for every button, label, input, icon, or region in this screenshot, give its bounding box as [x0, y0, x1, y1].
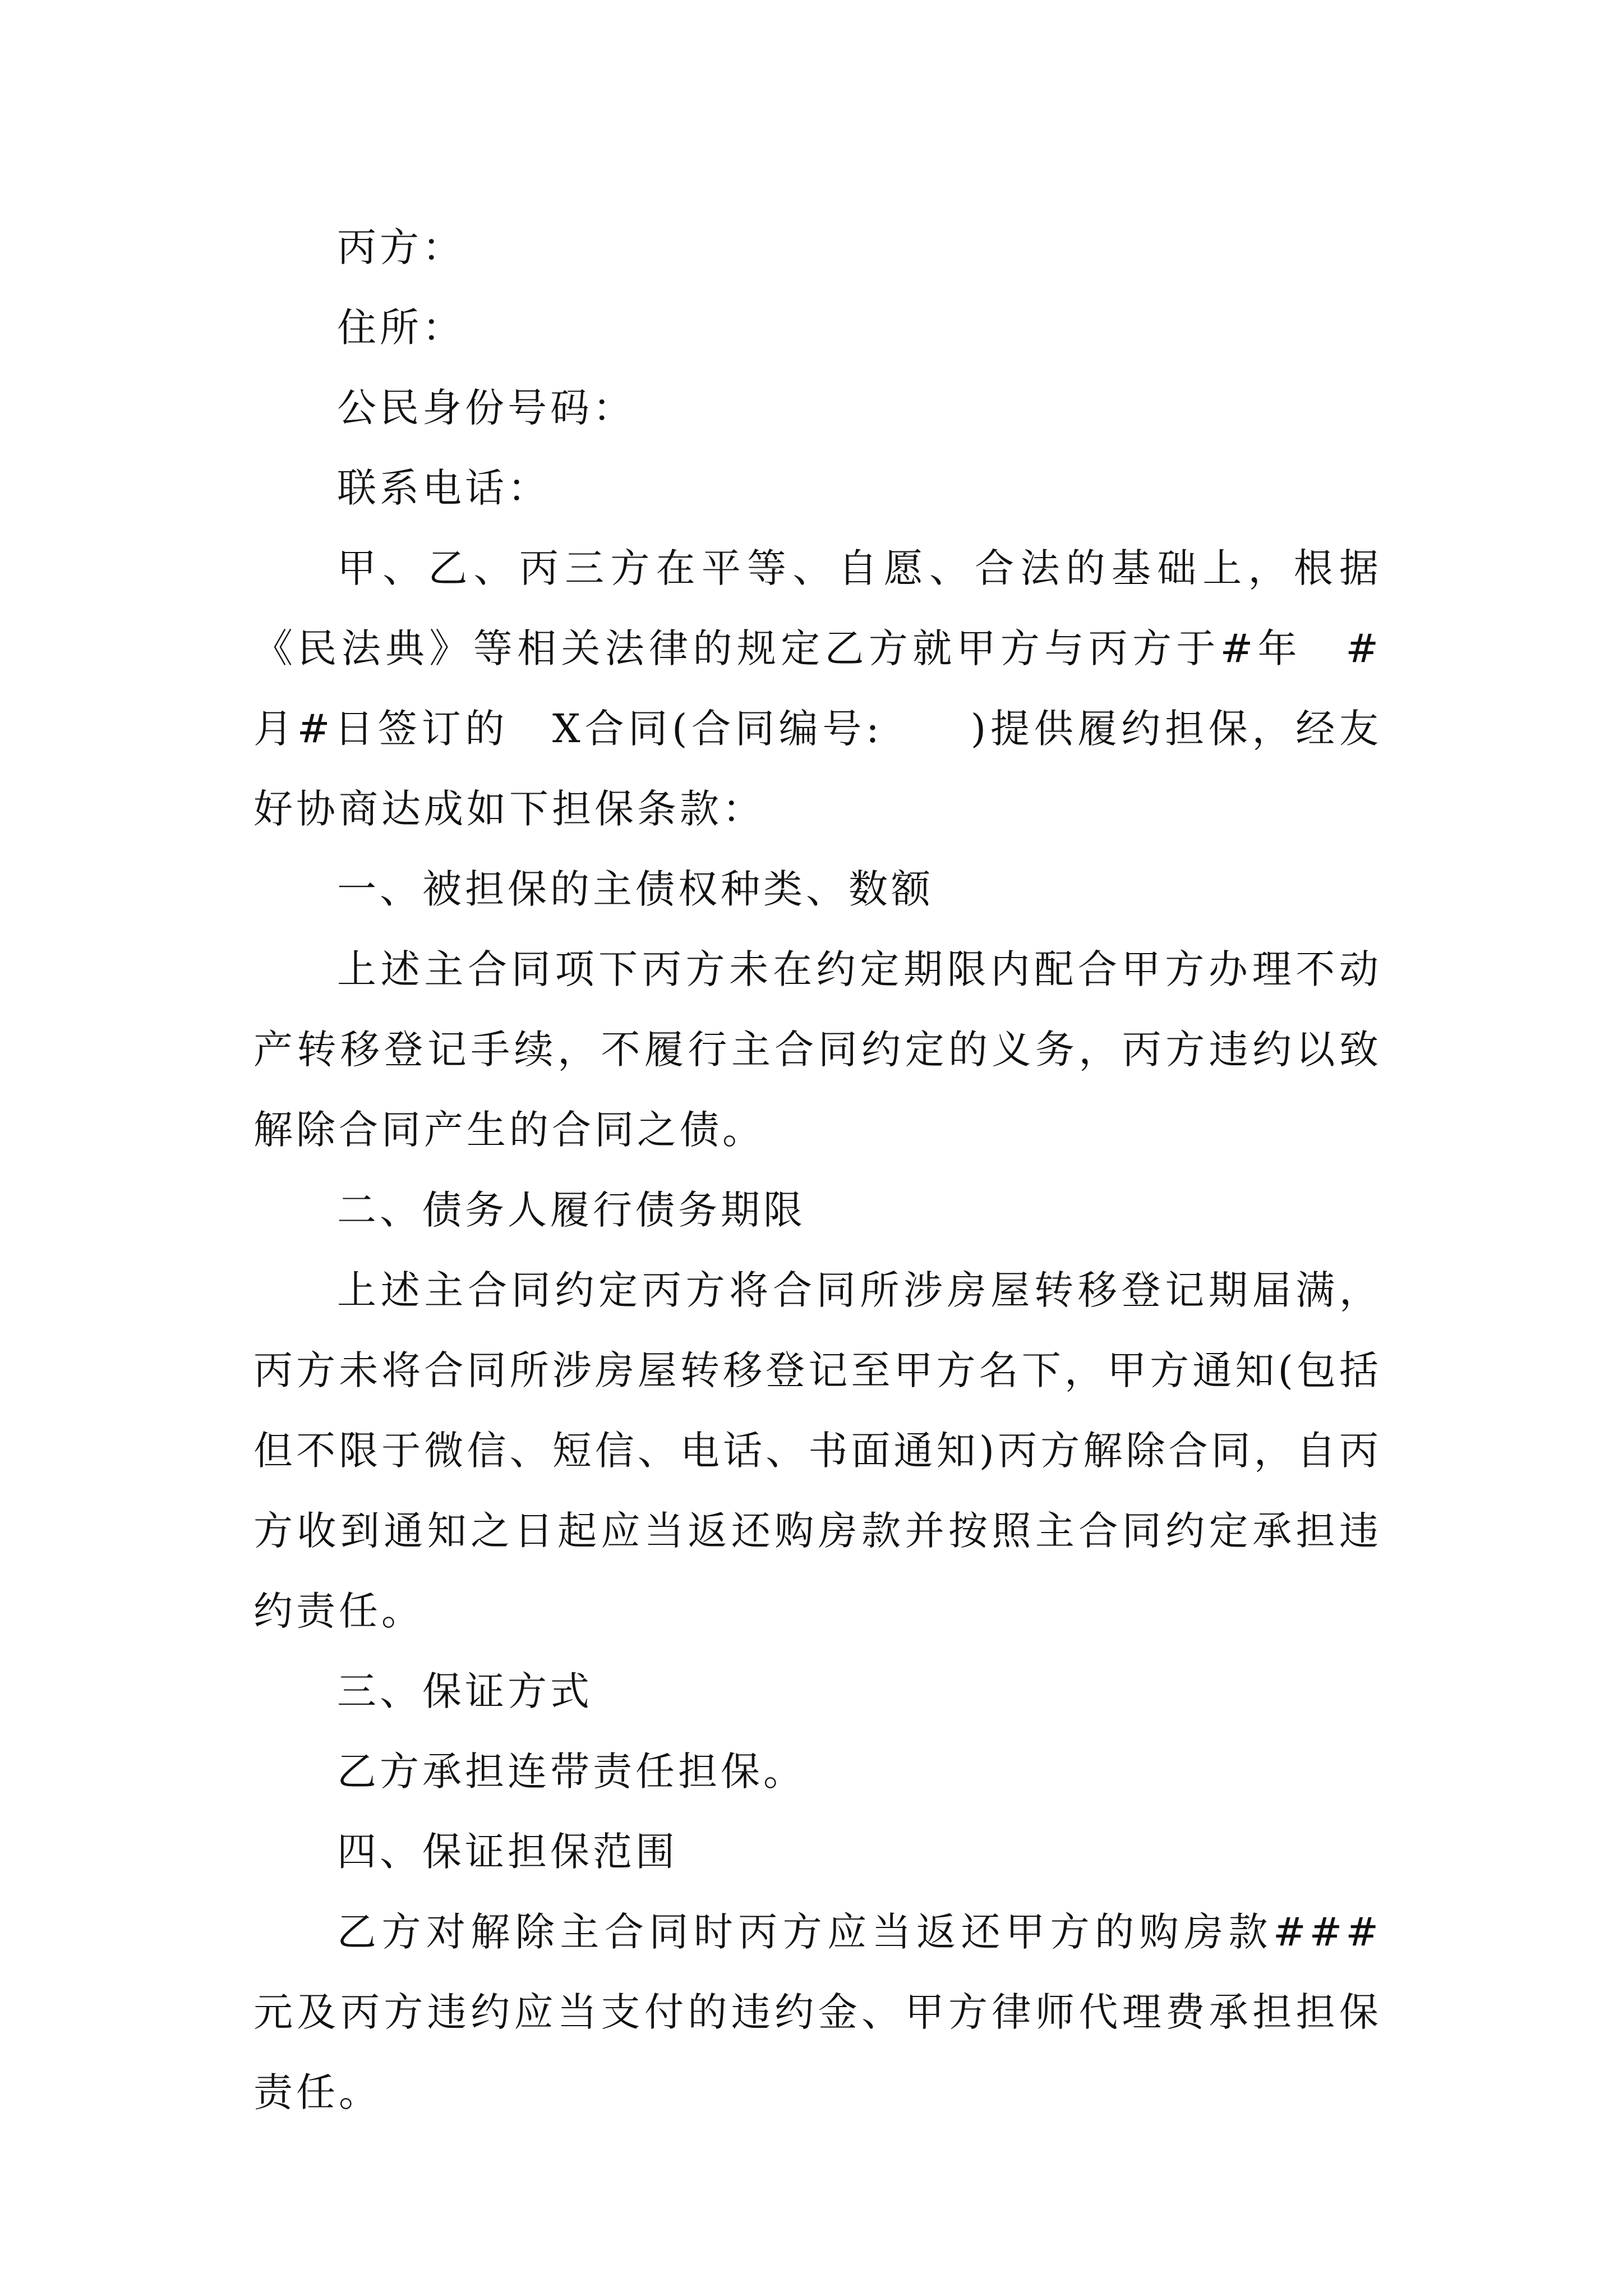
party-c-label: 丙方： [337, 224, 465, 270]
phone-label: 联系电话： [337, 465, 550, 511]
section-4-heading: 四、保证担保范围 [337, 1829, 678, 1875]
preamble-paragraph: 甲、乙、丙三方在平等、自愿、合法的基础上，根据《民法典》等相关法律的规定乙方就甲方与丙方于#年 #月#日签订的 X合同(合同编号: )提供履约担保，经友好协商达成如下担保条款： [253, 545, 1382, 832]
address-label: 住所： [337, 305, 465, 351]
section-2-heading: 二、债务人履行债务期限 [337, 1187, 806, 1233]
section-1-body: 上述主合同项下丙方未在约定期限内配合甲方办理不动产转移登记手续，不履行主合同约定的义务，丙方违约以致解除合同产生的合同之债。 [253, 946, 1382, 1153]
id-number-label: 公民身份号码： [337, 385, 635, 431]
section-3-body: 乙方承担连带责任担保。 [337, 1749, 806, 1795]
section-1-heading: 一、被担保的主债权种类、数额 [337, 866, 934, 912]
document-body [253, 208, 1382, 2133]
section-2-body: 上述主合同约定丙方将合同所涉房屋转移登记期届满，丙方未将合同所涉房屋转移登记至甲方名下，甲方通知(包括但不限于微信、短信、电话、书面通知)丙方解除合同，自丙方收到通知之日起应当返还购房款并按照主合同约定承担违约责任。 [253, 1267, 1382, 1634]
section-3-heading: 三、保证方式 [337, 1668, 593, 1714]
section-4-body: 乙方对解除主合同时丙方应当返还甲方的购房款###元及丙方违约应当支付的违约金、甲方律师代理费承担担保责任。 [253, 1909, 1382, 2115]
